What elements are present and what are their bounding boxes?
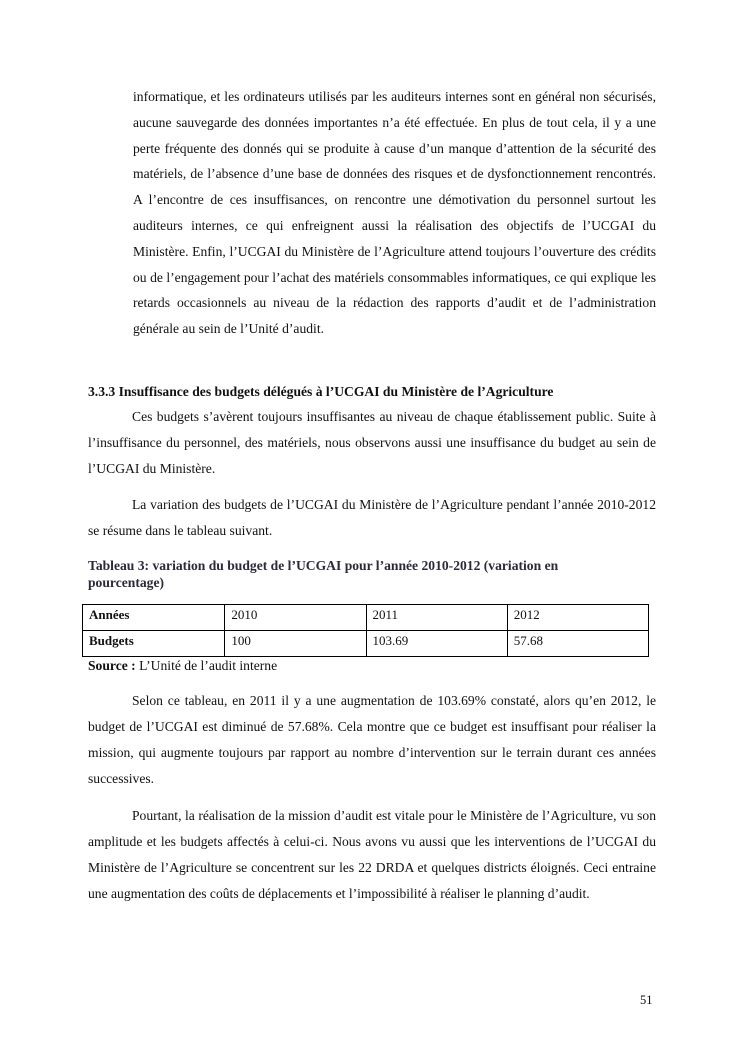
section-heading: 3.3.3 Insuffisance des budgets délégués à l’UCGAI du Ministère de l’Agriculture bbox=[88, 384, 554, 399]
table-cell: 103.69 bbox=[366, 631, 507, 657]
page-number: 51 bbox=[640, 993, 653, 1007]
source-text: L’Unité de l’audit interne bbox=[135, 658, 278, 673]
table-caption: Tableau 3: variation du budget de l’UCGAI pour l’année 2010-2012 (variation en pourcentage) bbox=[88, 558, 559, 590]
source-label: Source : bbox=[88, 658, 136, 673]
table-cell: 2012 bbox=[507, 605, 648, 631]
table-row bbox=[83, 605, 649, 631]
table-cell: 57.68 bbox=[507, 631, 648, 657]
row-header-years: Années bbox=[83, 605, 225, 631]
table-cell: 2010 bbox=[225, 605, 366, 631]
budget-table bbox=[82, 604, 649, 657]
analysis-paragraph: Selon ce tableau, en 2011 il y a une augmentation de 103.69% constaté, alors qu’en 2012, le budget de l’UCGAI est diminué de 57.68%. Cela montre que ce budget est insuffisant pour réaliser la mission, qui augmente toujours par rapport au nombre d’intervention sur le terrain durant ces années successives. bbox=[88, 693, 656, 786]
table-row bbox=[83, 631, 649, 657]
section-paragraph-2: La variation des budgets de l’UCGAI du Ministère de l’Agriculture pendant l’année 2010-2012 se résume dans le tableau suivant. bbox=[88, 497, 656, 538]
row-header-budgets: Budgets bbox=[83, 631, 225, 657]
section-paragraph-1: Ces budgets s’avèrent toujours insuffisantes au niveau de chaque établissement public. Suite à l’insuffisance du personnel, des matériels, nous observons aussi une insuffisance du budget au sein de l’UCGAI du Ministère. bbox=[88, 409, 656, 476]
conclusion-paragraph: Pourtant, la réalisation de la mission d’audit est vitale pour le Ministère de l’Agriculture, vu son amplitude et les budgets affectés à celui-ci. Nous avons vu aussi que les interventions de l’UCGAI du Ministère de l’Agriculture se concentrent sur les 22 DRDA et quelques districts éloignés. Ceci entraine une augmentation des coûts de déplacements et l’impossibilité à réaliser le planning d’audit. bbox=[88, 808, 656, 901]
table-cell: 2011 bbox=[366, 605, 507, 631]
table-cell: 100 bbox=[225, 631, 366, 657]
table-source-note bbox=[88, 657, 277, 675]
continued-paragraph: informatique, et les ordinateurs utilisés par les auditeurs internes sont en général non sécurisés, aucune sauvegarde des données importantes n’a été effectuée. En plus de tout cela, il y a une perte fréquente des donnés qui se produite à cause d’un manque d’attention de la sécurité des matériels, de l’absence d’une base de données des risques et de dysfonctionnement rencontrés. A l’encontre de ces insuffisances, on rencontre une démotivation du personnel surtout les auditeurs internes, ce qui enfreignent aussi la réalisation des objectifs de l’UCGAI du Ministère. Enfin, l’UCGAI du Ministère de l’Agriculture attend toujours l’ouverture des crédits ou de l’engagement pour l’achat des matériels consommables informatiques, ce qui explique les retards occasionnels au niveau de la rédaction des rapports d’audit et de l’administration générale au sein de l’Unité d’audit. bbox=[133, 89, 656, 337]
